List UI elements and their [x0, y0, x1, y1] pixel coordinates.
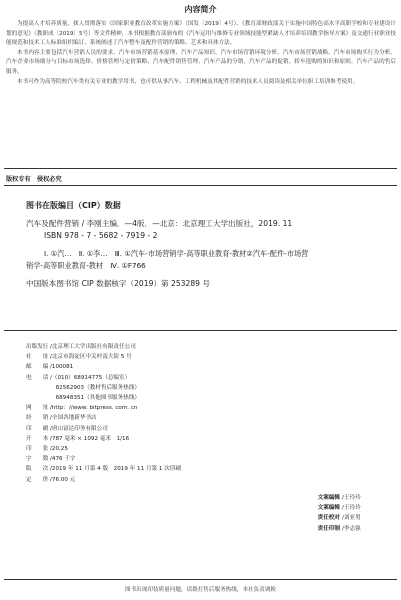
pub-label: 版 次 — [26, 466, 49, 473]
cip-isbn: ISBN 978 - 7 - 5682 - 7919 - 2 — [44, 231, 158, 240]
editor-credits — [300, 493, 361, 534]
pub-value: /100081 — [50, 364, 74, 371]
divider-rights — [4, 185, 397, 186]
pub-label: 字 数 — [26, 456, 49, 463]
pub-label: 出版发行 — [26, 344, 49, 350]
pub-row — [26, 383, 181, 393]
pub-label: 定 价 — [26, 476, 49, 483]
pub-row — [26, 413, 181, 423]
cip-title: 图书在版编目（CIP）数据 — [26, 201, 121, 210]
editor-name: /李志强 — [342, 525, 361, 532]
editor-row — [300, 503, 361, 513]
pub-label: 电 话 — [26, 374, 49, 381]
pub-row — [26, 434, 181, 444]
pub-value: 68948351（其他图书服务热线） — [50, 395, 141, 402]
pub-value: /2019 年 11 月第 4 版 2019 年 11 月第 1 次印刷 — [50, 466, 182, 473]
cip-book-line: 汽车及配件营销 / 李刚主编．—4版．—北京：北京理工大学出版社，2019. 11 — [26, 219, 293, 228]
pub-value: /（010）68914775（总编室） — [50, 374, 131, 381]
pub-label — [26, 393, 50, 403]
pub-row — [26, 352, 181, 362]
pub-row — [26, 454, 181, 464]
pub-value: /476 千字 — [50, 456, 76, 463]
editor-label: 责任校对 — [317, 515, 340, 522]
intro-paragraph-2: 本书内容主要包括汽车营销人员的要求、汽车市场营销基本原理、汽车产品知识、汽车市场营销环境分析、汽车市场营销战略、汽车市场购买行为分析、汽车企业市场细分与目标市场选择、价格管理与定价策略、汽车配件销售管理、汽车产品的分销、汽车产品的促销、轿车选购的知识和原则、汽车产品的售后服务。 — [6, 49, 396, 75]
footer-note: 图书出现印装质量问题，请拨打售后服务热线，本社负责调换 — [124, 587, 277, 593]
intro-paragraph-3: 本书可作为高等院校汽车类有关专业的教学用书，也可供从事汽车、工程机械及其配件营销的技术人员阅读及相关单位职工培训参考使用。 — [17, 78, 359, 85]
pub-row — [26, 424, 181, 434]
pub-row — [26, 362, 181, 372]
pub-value: /北京理工大学出版社有限责任公司 — [50, 344, 136, 350]
editor-row — [300, 513, 361, 523]
publication-info — [26, 342, 181, 485]
pub-value: /http：//www. bitpress. com. cn — [50, 405, 138, 412]
pub-label: 网 址 — [26, 405, 49, 412]
divider-bottom — [4, 579, 397, 580]
divider-mid — [4, 330, 397, 331]
pub-row — [26, 342, 181, 352]
pub-value: 82562903（教材售后服务热线） — [50, 384, 141, 391]
pub-value: /20.25 — [50, 446, 68, 453]
intro-body — [6, 20, 396, 87]
pub-label: 印 刷 — [26, 425, 49, 432]
pub-row — [26, 403, 181, 413]
pub-label: 印 张 — [26, 446, 49, 453]
cip-record: 中国版本图书馆 CIP 数据核字（2019）第 253289 号 — [26, 279, 210, 288]
pub-label: 社 址 — [26, 354, 49, 361]
copyright-notice: 版权专有 侵权必究 — [6, 176, 62, 183]
pub-row — [26, 464, 181, 474]
editor-label: 文案编辑 — [317, 495, 340, 501]
pub-value: /唐山富达印务有限公司 — [50, 425, 108, 432]
pub-value: /76.00 元 — [50, 476, 76, 483]
pub-value: /787 毫米 × 1092 毫米 1/16 — [50, 435, 130, 442]
editor-label: 文案编辑 — [317, 505, 340, 512]
pub-label: 开 本 — [26, 435, 49, 442]
pub-label — [26, 383, 50, 393]
pub-value: /北京市海淀区中关村南大街 5 号 — [50, 354, 132, 361]
editor-label: 责任印制 — [317, 525, 340, 532]
cip-subject-line-2: 销学-高等职业教育-教材 Ⅳ. ①F766 — [26, 261, 146, 270]
intro-title: 内容简介 — [184, 5, 217, 14]
editor-row — [300, 493, 361, 503]
intro-paragraph-1: 为提高人才培养质量，探人贯彻落实《国家职业教育改革实施方案》（国发〔2019〕4号）、《教育部财政部关于实施中国特色高水平高职学校和专业建设计划的意见》（教职成〔2019〕5号）等文件精神，本书根据教育部颁布的《汽车运用与维修专业领域技能型紧缺人才培养培训教学指导方案》及交通行业职业技能规范和技术工人标准组织编订，系统阐述了汽车整车及配件营销的策略、艺术和具体方法。 — [6, 21, 396, 47]
editor-name: /王玲玲 — [342, 495, 361, 501]
pub-row — [26, 444, 181, 454]
editor-name: /刘亚男 — [342, 515, 361, 522]
editor-row — [300, 524, 361, 534]
pub-row — [26, 475, 181, 485]
divider-top — [4, 168, 397, 169]
cip-subject-line-1: Ⅰ. ①汽… Ⅱ. ①李… Ⅲ. ①汽车-市场营销学-高等职业教育-教材②汽车-配件-市场营 — [44, 249, 309, 258]
pub-value: /全国各地新华书店 — [50, 415, 97, 422]
pub-row — [26, 393, 181, 403]
editor-name: /王玲玲 — [342, 505, 361, 512]
cip-block — [26, 218, 392, 290]
pub-label: 经 销 — [26, 415, 49, 422]
pub-label: 邮 编 — [26, 364, 49, 371]
pub-row — [26, 373, 181, 383]
